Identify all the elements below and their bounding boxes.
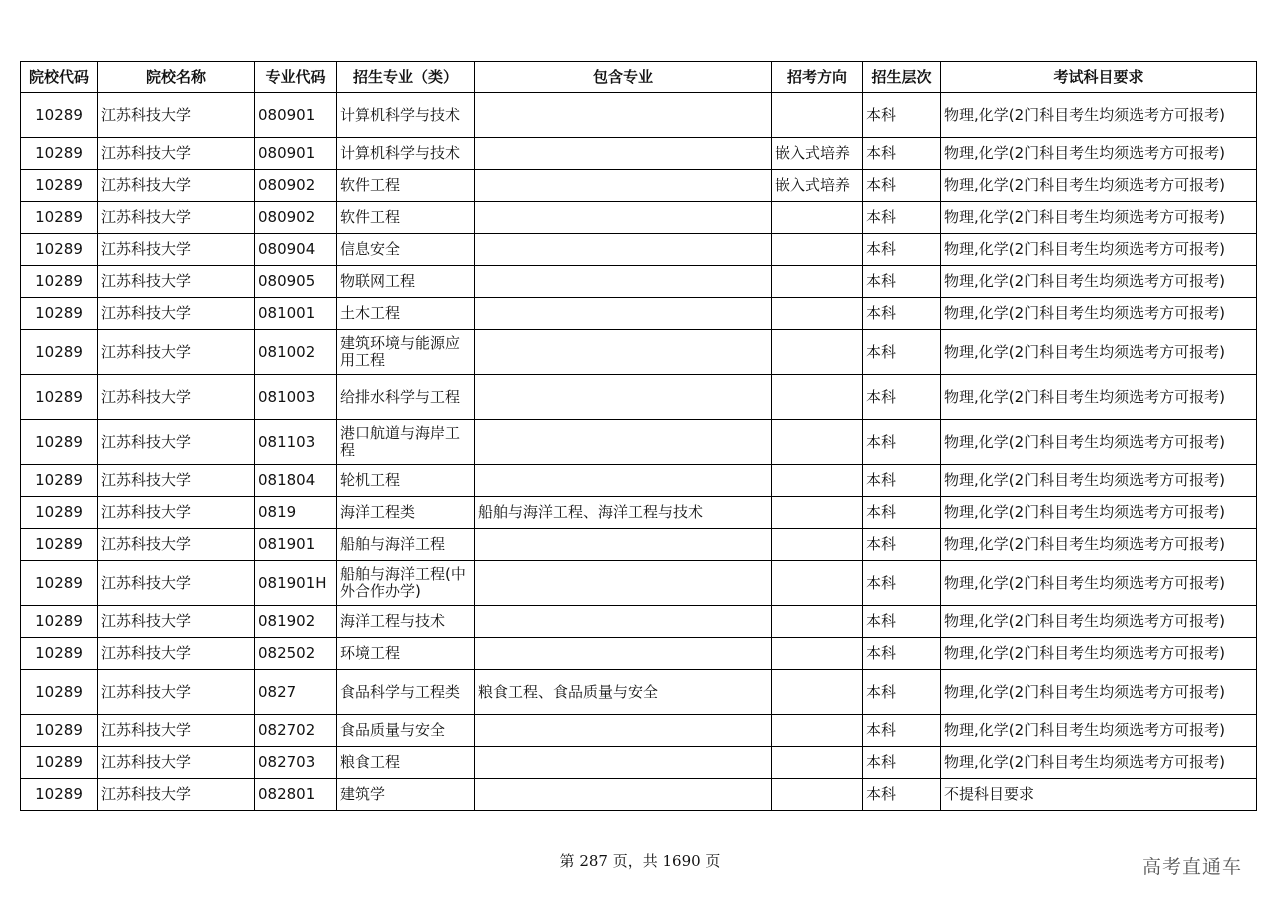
- cell-includes: [475, 747, 772, 779]
- cell-school-code: 10289: [21, 529, 98, 561]
- cell-direction: [772, 779, 863, 811]
- table-row: [21, 298, 1257, 330]
- header-major-code: 专业代码: [255, 62, 337, 93]
- cell-major-code: 082801: [255, 779, 337, 811]
- cell-major: 建筑学: [337, 779, 475, 811]
- cell-major-code: 081901: [255, 529, 337, 561]
- cell-school-name: 江苏科技大学: [98, 202, 255, 234]
- cell-includes: [475, 330, 772, 375]
- cell-requirement: 物理,化学(2门科目考生均须选考方可报考): [941, 465, 1257, 497]
- cell-major: 土木工程: [337, 298, 475, 330]
- cell-school-code: 10289: [21, 375, 98, 420]
- cell-major: 海洋工程类: [337, 497, 475, 529]
- cell-school-code: 10289: [21, 170, 98, 202]
- cell-requirement: 物理,化学(2门科目考生均须选考方可报考): [941, 529, 1257, 561]
- table-row: [21, 561, 1257, 606]
- cell-school-name: 江苏科技大学: [98, 497, 255, 529]
- cell-level: 本科: [863, 638, 941, 670]
- cell-school-name: 江苏科技大学: [98, 93, 255, 138]
- cell-major-code: 080901: [255, 138, 337, 170]
- cell-major: 信息安全: [337, 234, 475, 266]
- cell-includes: [475, 606, 772, 638]
- cell-major: 给排水科学与工程: [337, 375, 475, 420]
- cell-requirement: 物理,化学(2门科目考生均须选考方可报考): [941, 202, 1257, 234]
- cell-major: 食品科学与工程类: [337, 670, 475, 715]
- cell-major: 环境工程: [337, 638, 475, 670]
- cell-level: 本科: [863, 170, 941, 202]
- cell-school-code: 10289: [21, 779, 98, 811]
- cell-school-name: 江苏科技大学: [98, 561, 255, 606]
- cell-requirement: 物理,化学(2门科目考生均须选考方可报考): [941, 330, 1257, 375]
- table-row: [21, 606, 1257, 638]
- cell-requirement: 不提科目要求: [941, 779, 1257, 811]
- cell-requirement: 物理,化学(2门科目考生均须选考方可报考): [941, 375, 1257, 420]
- cell-level: 本科: [863, 298, 941, 330]
- cell-includes: [475, 234, 772, 266]
- cell-school-code: 10289: [21, 715, 98, 747]
- cell-direction: [772, 497, 863, 529]
- cell-major: 物联网工程: [337, 266, 475, 298]
- cell-includes: 粮食工程、食品质量与安全: [475, 670, 772, 715]
- cell-level: 本科: [863, 93, 941, 138]
- cell-school-code: 10289: [21, 420, 98, 465]
- cell-level: 本科: [863, 561, 941, 606]
- table-row: [21, 234, 1257, 266]
- cell-major-code: 080902: [255, 170, 337, 202]
- cell-major: 计算机科学与技术: [337, 138, 475, 170]
- cell-requirement: 物理,化学(2门科目考生均须选考方可报考): [941, 670, 1257, 715]
- cell-direction: [772, 606, 863, 638]
- cell-school-name: 江苏科技大学: [98, 638, 255, 670]
- table-header-row: [21, 62, 1257, 93]
- cell-requirement: 物理,化学(2门科目考生均须选考方可报考): [941, 138, 1257, 170]
- cell-level: 本科: [863, 606, 941, 638]
- cell-direction: [772, 330, 863, 375]
- cell-school-name: 江苏科技大学: [98, 779, 255, 811]
- cell-direction: [772, 670, 863, 715]
- cell-school-code: 10289: [21, 330, 98, 375]
- cell-includes: [475, 93, 772, 138]
- cell-level: 本科: [863, 747, 941, 779]
- table-row: [21, 138, 1257, 170]
- table-row: [21, 420, 1257, 465]
- cell-major-code: 082703: [255, 747, 337, 779]
- cell-requirement: 物理,化学(2门科目考生均须选考方可报考): [941, 561, 1257, 606]
- cell-school-code: 10289: [21, 497, 98, 529]
- table-row: [21, 266, 1257, 298]
- cell-level: 本科: [863, 465, 941, 497]
- header-direction: 招考方向: [772, 62, 863, 93]
- cell-level: 本科: [863, 529, 941, 561]
- table-row: [21, 529, 1257, 561]
- cell-level: 本科: [863, 202, 941, 234]
- cell-includes: [475, 170, 772, 202]
- cell-major-code: 081902: [255, 606, 337, 638]
- cell-major: 软件工程: [337, 202, 475, 234]
- cell-direction: [772, 202, 863, 234]
- cell-requirement: 物理,化学(2门科目考生均须选考方可报考): [941, 298, 1257, 330]
- cell-direction: 嵌入式培养: [772, 170, 863, 202]
- cell-level: 本科: [863, 234, 941, 266]
- cell-school-code: 10289: [21, 606, 98, 638]
- table-row: [21, 330, 1257, 375]
- cell-direction: [772, 747, 863, 779]
- cell-includes: [475, 138, 772, 170]
- cell-school-code: 10289: [21, 465, 98, 497]
- header-school-name: 院校名称: [98, 62, 255, 93]
- cell-requirement: 物理,化学(2门科目考生均须选考方可报考): [941, 170, 1257, 202]
- cell-direction: [772, 529, 863, 561]
- cell-school-name: 江苏科技大学: [98, 465, 255, 497]
- cell-major: 计算机科学与技术: [337, 93, 475, 138]
- cell-major: 软件工程: [337, 170, 475, 202]
- cell-direction: [772, 561, 863, 606]
- admissions-table: [20, 61, 1257, 811]
- cell-school-name: 江苏科技大学: [98, 529, 255, 561]
- cell-major: 建筑环境与能源应用工程: [337, 330, 475, 375]
- cell-school-name: 江苏科技大学: [98, 715, 255, 747]
- cell-direction: [772, 234, 863, 266]
- cell-major: 粮食工程: [337, 747, 475, 779]
- cell-direction: [772, 638, 863, 670]
- cell-major-code: 081003: [255, 375, 337, 420]
- cell-includes: [475, 298, 772, 330]
- cell-school-code: 10289: [21, 638, 98, 670]
- cell-school-name: 江苏科技大学: [98, 330, 255, 375]
- cell-includes: [475, 638, 772, 670]
- cell-major-code: 080905: [255, 266, 337, 298]
- cell-school-name: 江苏科技大学: [98, 170, 255, 202]
- cell-major-code: 082702: [255, 715, 337, 747]
- cell-school-code: 10289: [21, 234, 98, 266]
- table-row: [21, 497, 1257, 529]
- cell-requirement: 物理,化学(2门科目考生均须选考方可报考): [941, 420, 1257, 465]
- cell-includes: [475, 420, 772, 465]
- header-school-code: 院校代码: [21, 62, 98, 93]
- cell-major-code: 081901H: [255, 561, 337, 606]
- cell-level: 本科: [863, 670, 941, 715]
- cell-major: 海洋工程与技术: [337, 606, 475, 638]
- cell-direction: [772, 420, 863, 465]
- cell-includes: [475, 715, 772, 747]
- cell-school-code: 10289: [21, 298, 98, 330]
- table-row: [21, 375, 1257, 420]
- cell-major-code: 080904: [255, 234, 337, 266]
- cell-school-name: 江苏科技大学: [98, 298, 255, 330]
- header-major: 招生专业（类）: [337, 62, 475, 93]
- cell-includes: [475, 375, 772, 420]
- cell-level: 本科: [863, 779, 941, 811]
- cell-school-name: 江苏科技大学: [98, 266, 255, 298]
- cell-major-code: 082502: [255, 638, 337, 670]
- cell-requirement: 物理,化学(2门科目考生均须选考方可报考): [941, 93, 1257, 138]
- cell-includes: [475, 266, 772, 298]
- cell-direction: [772, 93, 863, 138]
- cell-requirement: 物理,化学(2门科目考生均须选考方可报考): [941, 606, 1257, 638]
- cell-requirement: 物理,化学(2门科目考生均须选考方可报考): [941, 497, 1257, 529]
- cell-school-code: 10289: [21, 670, 98, 715]
- header-level: 招生层次: [863, 62, 941, 93]
- page-number: 第 287 页，共 1690 页: [559, 852, 721, 870]
- cell-school-name: 江苏科技大学: [98, 420, 255, 465]
- table-row: [21, 715, 1257, 747]
- cell-school-name: 江苏科技大学: [98, 234, 255, 266]
- header-requirement: 考试科目要求: [941, 62, 1257, 93]
- cell-school-code: 10289: [21, 561, 98, 606]
- table-row: [21, 170, 1257, 202]
- cell-includes: [475, 561, 772, 606]
- cell-direction: [772, 266, 863, 298]
- cell-requirement: 物理,化学(2门科目考生均须选考方可报考): [941, 234, 1257, 266]
- cell-major-code: 080901: [255, 93, 337, 138]
- cell-direction: [772, 465, 863, 497]
- cell-major-code: 081804: [255, 465, 337, 497]
- cell-major: 船舶与海洋工程(中外合作办学): [337, 561, 475, 606]
- cell-level: 本科: [863, 375, 941, 420]
- cell-school-name: 江苏科技大学: [98, 375, 255, 420]
- cell-school-code: 10289: [21, 202, 98, 234]
- cell-major: 轮机工程: [337, 465, 475, 497]
- cell-requirement: 物理,化学(2门科目考生均须选考方可报考): [941, 638, 1257, 670]
- cell-major: 食品质量与安全: [337, 715, 475, 747]
- cell-requirement: 物理,化学(2门科目考生均须选考方可报考): [941, 747, 1257, 779]
- cell-school-name: 江苏科技大学: [98, 747, 255, 779]
- table-row: [21, 202, 1257, 234]
- cell-direction: [772, 375, 863, 420]
- table-row: [21, 638, 1257, 670]
- cell-major-code: 0827: [255, 670, 337, 715]
- cell-direction: 嵌入式培养: [772, 138, 863, 170]
- table-body: [21, 93, 1257, 811]
- cell-includes: [475, 465, 772, 497]
- cell-school-name: 江苏科技大学: [98, 670, 255, 715]
- cell-major-code: 081103: [255, 420, 337, 465]
- cell-school-code: 10289: [21, 266, 98, 298]
- cell-includes: 船舶与海洋工程、海洋工程与技术: [475, 497, 772, 529]
- cell-school-name: 江苏科技大学: [98, 138, 255, 170]
- cell-level: 本科: [863, 420, 941, 465]
- cell-direction: [772, 715, 863, 747]
- table-row: [21, 465, 1257, 497]
- cell-major: 港口航道与海岸工程: [337, 420, 475, 465]
- cell-school-code: 10289: [21, 93, 98, 138]
- cell-requirement: 物理,化学(2门科目考生均须选考方可报考): [941, 266, 1257, 298]
- header-includes: 包含专业: [475, 62, 772, 93]
- cell-level: 本科: [863, 138, 941, 170]
- cell-level: 本科: [863, 715, 941, 747]
- cell-level: 本科: [863, 266, 941, 298]
- table-row: [21, 779, 1257, 811]
- cell-level: 本科: [863, 497, 941, 529]
- table-row: [21, 93, 1257, 138]
- cell-school-name: 江苏科技大学: [98, 606, 255, 638]
- cell-major: 船舶与海洋工程: [337, 529, 475, 561]
- cell-major-code: 081002: [255, 330, 337, 375]
- table-row: [21, 747, 1257, 779]
- cell-requirement: 物理,化学(2门科目考生均须选考方可报考): [941, 715, 1257, 747]
- table-row: [21, 670, 1257, 715]
- cell-level: 本科: [863, 330, 941, 375]
- cell-school-code: 10289: [21, 747, 98, 779]
- cell-major-code: 0819: [255, 497, 337, 529]
- cell-includes: [475, 202, 772, 234]
- cell-direction: [772, 298, 863, 330]
- cell-major-code: 080902: [255, 202, 337, 234]
- watermark-logo: 高考直通车: [1142, 856, 1243, 878]
- cell-includes: [475, 529, 772, 561]
- cell-includes: [475, 779, 772, 811]
- cell-major-code: 081001: [255, 298, 337, 330]
- cell-school-code: 10289: [21, 138, 98, 170]
